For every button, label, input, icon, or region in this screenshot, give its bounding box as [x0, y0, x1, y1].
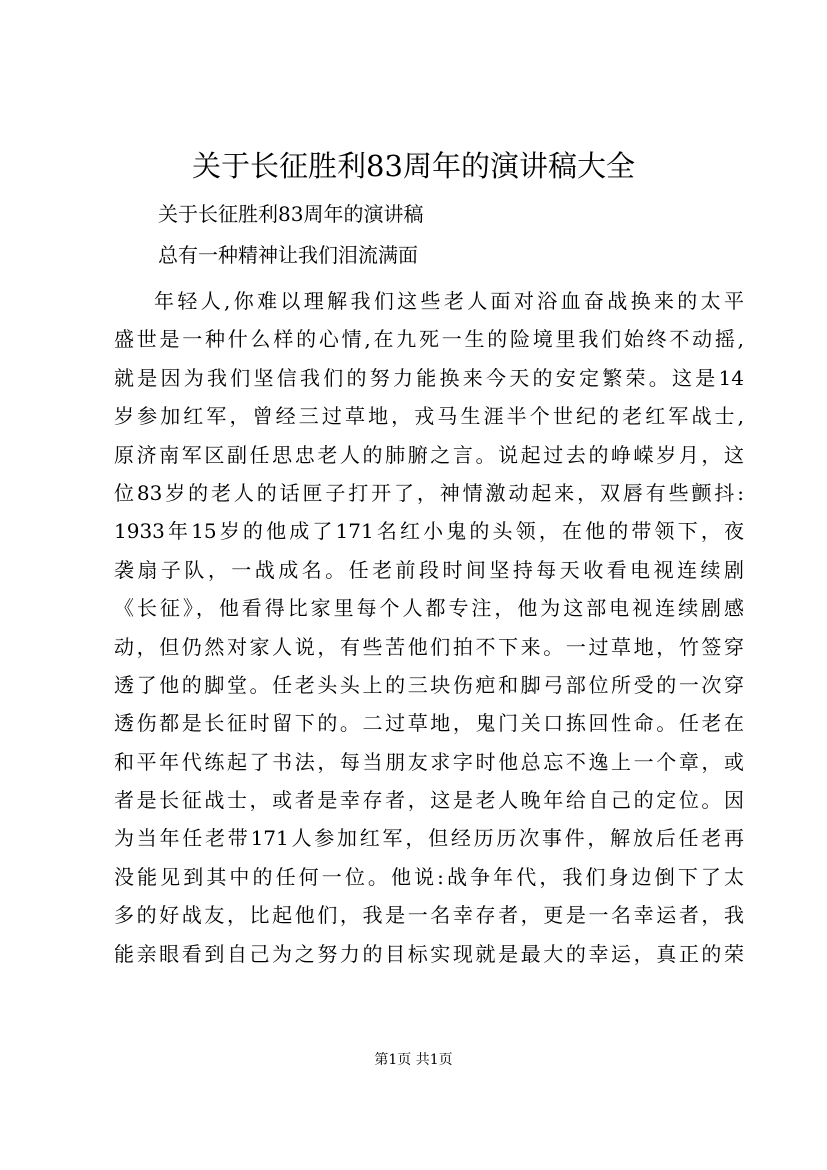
body-line: 没能见到其中的任何一位。他说:战争年代，我们身边倒下了太: [114, 864, 744, 889]
document-title: 关于长征胜利83周年的演讲稿大全: [192, 149, 635, 183]
body-line: 为当年任老带171人参加红军，但经历历次事件，解放后任老再: [114, 826, 744, 851]
body-line: 者是长征战士，或者是幸存者，这是老人晚年给自己的定位。因: [114, 788, 744, 813]
body-line: 原济南军区副任思忠老人的肺腑之言。说起过去的峥嵘岁月，这: [114, 442, 744, 467]
body-line: 透伤都是长征时留下的。二过草地，鬼门关口拣回性命。任老在: [114, 711, 744, 736]
body-line: 就是因为我们坚信我们的努力能换来今天的安定繁荣。这是14: [114, 365, 744, 390]
document-subheading: 总有一种精神让我们泪流满面: [158, 243, 418, 267]
body-line: 透了他的脚堂。任老头头上的三块伤疤和脚弓部位所受的一次穿: [114, 672, 744, 697]
body-line: 1933年15岁的他成了171名红小鬼的头领，在他的带领下，夜: [114, 519, 744, 544]
body-line: 多的好战友，比起他们，我是一名幸存者，更是一名幸运者，我: [114, 903, 744, 928]
body-line: 岁参加红军，曾经三过草地，戎马生涯半个世纪的老红军战士,: [114, 404, 744, 429]
body-line: 能亲眼看到自己为之努力的目标实现就是最大的幸运，真正的荣: [114, 941, 744, 966]
body-line: 动，但仍然对家人说，有些苦他们拍不下来。一过草地，竹签穿: [114, 634, 744, 659]
body-line: 和平年代练起了书法，每当朋友求字时他总忘不逸上一个章，或: [114, 749, 744, 774]
body-line: 位83岁的老人的话匣子打开了，神情激动起来，双唇有些颤抖:: [114, 480, 744, 505]
body-line: 《长征》，他看得比家里每个人都专注，他为这部电视连续剧感: [114, 596, 744, 621]
body-line: 年轻人,你难以理解我们这些老人面对浴血奋战换来的太平: [154, 289, 744, 313]
body-text: [114, 282, 744, 973]
page-footer: 第1页 共1页: [374, 1052, 453, 1068]
body-line: 袭扇子队，一战成名。任老前段时间坚持每天收看电视连续剧: [114, 557, 744, 582]
body-line: 盛世是一种什么样的心情,在九死一生的险境里我们始终不动摇,: [114, 327, 744, 352]
document-subtitle: 关于长征胜利83周年的演讲稿: [158, 202, 424, 226]
